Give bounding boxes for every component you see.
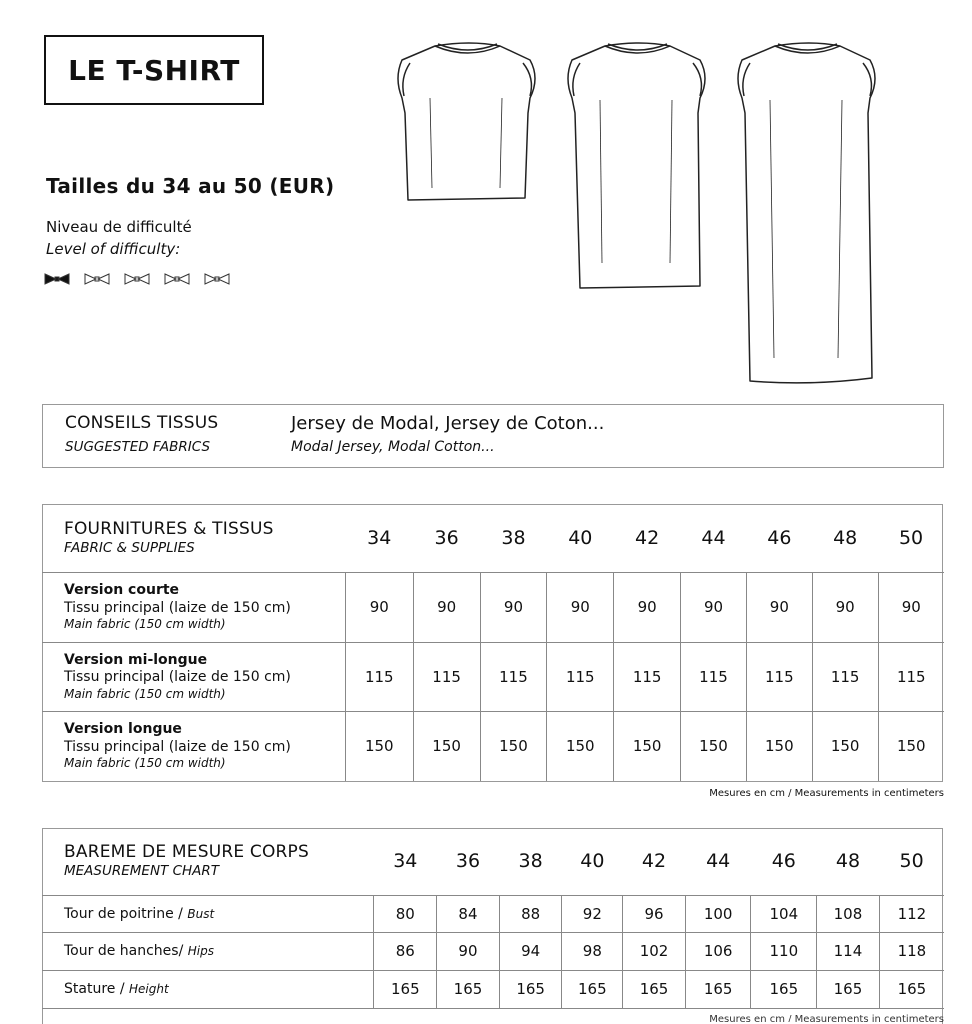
cell: 150: [878, 711, 944, 781]
fabrics-header-en: SUGGESTED FABRICS: [65, 439, 211, 455]
cell: 80: [374, 895, 437, 932]
cell: 150: [746, 711, 812, 781]
cell: 108: [817, 895, 880, 932]
suggested-fabrics-box: [42, 404, 944, 468]
row-title: Version longue: [64, 721, 182, 738]
size-header: 50: [879, 828, 944, 895]
cell: 90: [547, 572, 614, 642]
cell: 102: [623, 932, 686, 970]
size-header: 34: [374, 828, 437, 895]
row-label-en: Main fabric (150 cm width): [64, 756, 226, 771]
size-header: 34: [345, 504, 413, 572]
cell: 150: [681, 711, 747, 781]
cell: 150: [547, 711, 614, 781]
cell: 150: [480, 711, 547, 781]
size-header: 38: [480, 504, 547, 572]
size-header: 42: [614, 504, 681, 572]
cell: 90: [345, 572, 413, 642]
bow-tie-outline-icon: [84, 272, 110, 286]
table-row: [42, 642, 944, 711]
cell: 110: [751, 932, 817, 970]
supplies-header-fr: FOURNITURES & TISSUS: [64, 518, 274, 539]
cell: 115: [614, 642, 681, 711]
row-title: Version courte: [64, 582, 180, 598]
cell: 90: [812, 572, 878, 642]
cell: 90: [681, 572, 747, 642]
row-label-fr: Stature /: [64, 981, 129, 998]
cell: 100: [685, 895, 751, 932]
cell: 106: [685, 932, 751, 970]
cell: 90: [480, 572, 547, 642]
table-row: [42, 572, 944, 642]
fabrics-header-fr: CONSEILS TISSUS: [65, 413, 219, 433]
table-row: [42, 970, 944, 1008]
cell: 115: [681, 642, 747, 711]
table-row: [42, 932, 944, 970]
table-row: [42, 895, 944, 932]
table-row: [42, 711, 944, 781]
size-header: 46: [746, 504, 812, 572]
cell: 115: [547, 642, 614, 711]
mid-length-dress-illustration: [568, 43, 705, 288]
cell: 115: [746, 642, 812, 711]
cell: 98: [562, 932, 623, 970]
size-header: 46: [751, 828, 817, 895]
cell: 150: [413, 711, 480, 781]
row-label-fr: Tissu principal (laize de 150 cm): [64, 738, 291, 755]
row-label-fr: Tour de hanches/: [64, 943, 188, 960]
cell: 114: [817, 932, 880, 970]
difficulty-label-fr: Niveau de difficulté: [46, 218, 192, 236]
row-label-en: Hips: [187, 944, 214, 959]
cell: 115: [413, 642, 480, 711]
supplies-note: Mesures en cm / Measurements in centimeters: [709, 788, 944, 799]
fabrics-value-en: Modal Jersey, Modal Cotton...: [291, 439, 495, 455]
bow-tie-filled-icon: [44, 272, 70, 286]
cell: 115: [345, 642, 413, 711]
garment-illustrations: [390, 38, 890, 388]
row-label-fr: Tour de poitrine /: [64, 905, 188, 922]
cell: 90: [437, 932, 500, 970]
cell: 86: [374, 932, 437, 970]
difficulty-label-en: Level of difficulty:: [46, 240, 181, 258]
cell: 150: [812, 711, 878, 781]
cell: 115: [480, 642, 547, 711]
difficulty-rating: [44, 272, 230, 286]
size-header: 48: [812, 504, 878, 572]
measurement-table: [42, 828, 944, 1009]
cell: 165: [499, 970, 562, 1008]
row-label-en: Main fabric (150 cm width): [64, 686, 226, 701]
cell: 84: [437, 895, 500, 932]
supplies-table: [42, 504, 944, 781]
bow-tie-outline-icon: [124, 272, 150, 286]
long-dress-illustration: [738, 43, 875, 383]
size-header: 40: [562, 828, 623, 895]
size-header: 42: [623, 828, 686, 895]
size-header: 44: [681, 504, 747, 572]
cell: 165: [879, 970, 944, 1008]
cell: 90: [614, 572, 681, 642]
size-header: 38: [499, 828, 562, 895]
cell: 118: [879, 932, 944, 970]
cell: 150: [614, 711, 681, 781]
cell: 165: [817, 970, 880, 1008]
size-header: 50: [878, 504, 944, 572]
row-title: Version mi-longue: [64, 651, 208, 668]
cell: 150: [345, 711, 413, 781]
cell: 115: [812, 642, 878, 711]
cell: 96: [623, 895, 686, 932]
cell: 165: [374, 970, 437, 1008]
measurements-note: Mesures en cm / Measurements in centimeters: [709, 1014, 944, 1022]
cell: 115: [878, 642, 944, 711]
cell: 165: [562, 970, 623, 1008]
cell: 165: [751, 970, 817, 1008]
size-header: 48: [817, 828, 880, 895]
cell: 112: [879, 895, 944, 932]
cell: 90: [878, 572, 944, 642]
supplies-header-en: FABRIC & SUPPLIES: [64, 539, 195, 556]
fabrics-value-fr: Jersey de Modal, Jersey de Coton...: [291, 413, 605, 434]
bow-tie-outline-icon: [164, 272, 190, 286]
cell: 88: [499, 895, 562, 932]
row-label-en: Height: [129, 982, 169, 997]
measure-header-fr: BAREME DE MESURE CORPS: [64, 842, 309, 863]
row-label-en: Main fabric (150 cm width): [64, 617, 226, 631]
cell: 104: [751, 895, 817, 932]
cell: 165: [437, 970, 500, 1008]
short-tshirt-illustration: [398, 43, 535, 200]
cell: 165: [685, 970, 751, 1008]
pattern-title: LE T-SHIRT: [44, 35, 264, 105]
row-label-en: Bust: [187, 906, 215, 921]
cell: 165: [623, 970, 686, 1008]
cell: 90: [746, 572, 812, 642]
cell: 94: [499, 932, 562, 970]
cell: 90: [413, 572, 480, 642]
size-header: 40: [547, 504, 614, 572]
measure-header-en: MEASUREMENT CHART: [64, 863, 220, 880]
cell: 92: [562, 895, 623, 932]
row-label-fr: Tissu principal (laize de 150 cm): [64, 599, 291, 616]
size-header: 36: [437, 828, 500, 895]
size-header: 36: [413, 504, 480, 572]
size-header: 44: [685, 828, 751, 895]
row-label-fr: Tissu principal (laize de 150 cm): [64, 669, 291, 685]
sizes-range: Tailles du 34 au 50 (EUR): [46, 174, 335, 198]
bow-tie-outline-icon: [204, 272, 230, 286]
